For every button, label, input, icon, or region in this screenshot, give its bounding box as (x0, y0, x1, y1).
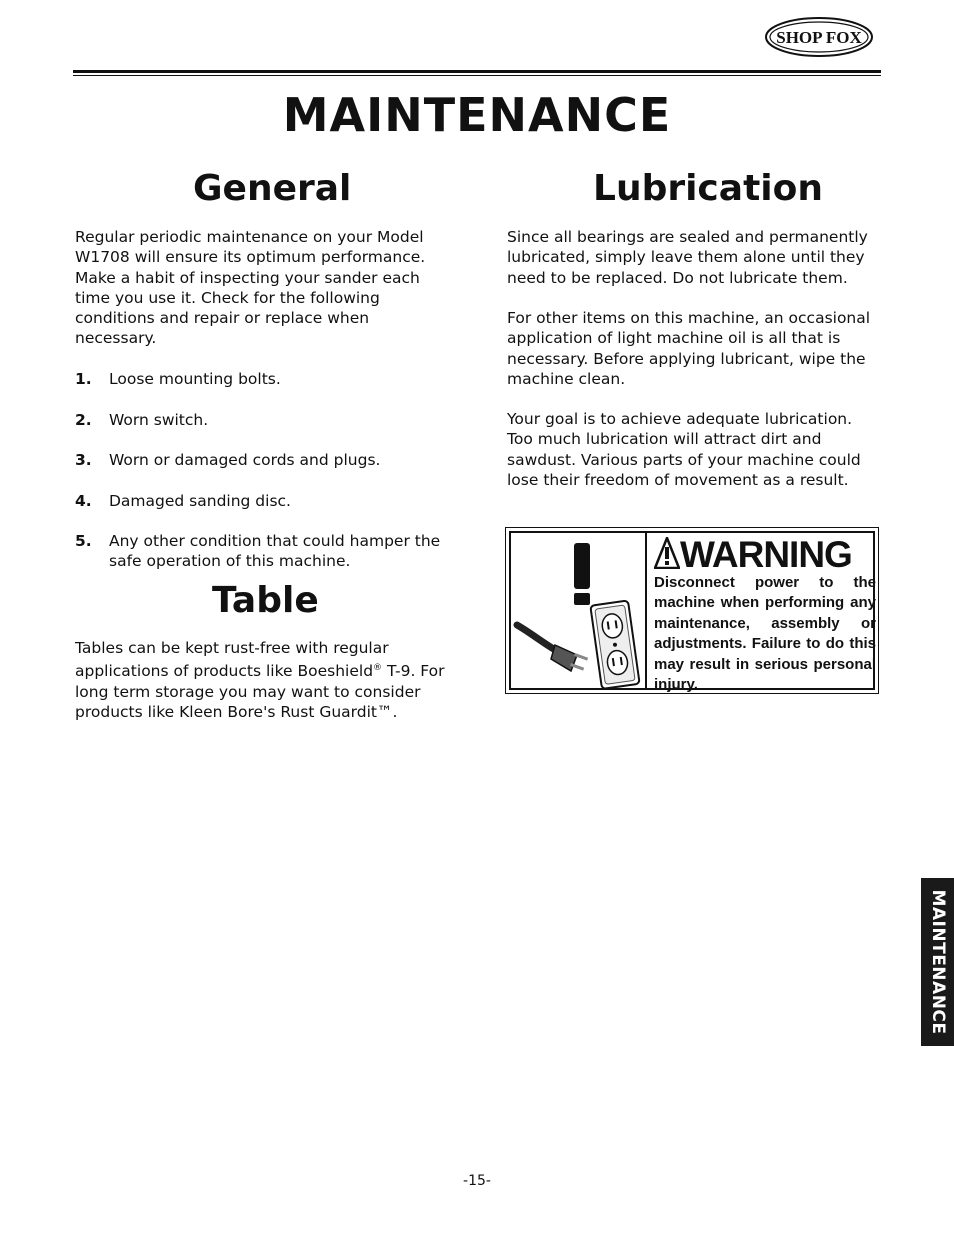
header-rule-thin (73, 75, 881, 76)
header-rule (73, 70, 881, 73)
shop-fox-logo (764, 16, 874, 58)
lubrication-paragraph: Since all bearings are sealed and permanently lubricated, simply leave them alone until they need to be replaced. Do not lubricate them. (507, 228, 868, 287)
list-item-number: 3. (75, 451, 92, 469)
list-item-text: Damaged sanding disc. (109, 492, 291, 510)
lubrication-paragraph: Your goal is to achieve adequate lubrication. Too much lubrication will attract dirt and sawdust. Various parts of your machine could lose their freedom of movement as a result. (507, 410, 861, 489)
table-text-b: T-9. For long term storage you may want to consider products like Kleen Bore's Rust Guardit™. (75, 662, 445, 722)
warning-triangle-icon (654, 537, 680, 577)
list-item-number: 5. (75, 532, 92, 550)
table-heading: Table (212, 580, 319, 621)
lubrication-heading: Lubrication (593, 168, 823, 209)
warning-box (505, 527, 879, 694)
side-tab-label: MAINTENANCE (927, 889, 948, 1035)
page-title: MAINTENANCE (282, 88, 672, 142)
list-item-text: Worn or damaged cords and plugs. (109, 451, 381, 469)
lubrication-paragraph: For other items on this machine, an occasional application of light machine oil is all that is necessary. Before applying lubricant, wipe the machine clean. (507, 309, 871, 388)
general-intro: Regular periodic maintenance on your Model W1708 will ensure its optimum performance. Make a habit of inspecting your sander each time you use it. Check for the following conditions and repair or replace when necessary. (75, 228, 426, 348)
list-item-text: Any other condition that could hamper the safe operation of this machine. (109, 532, 441, 571)
logo-text: SHOP FOX (776, 28, 862, 47)
list-item-text: Loose mounting bolts. (109, 370, 281, 388)
list-item-number: 1. (75, 370, 92, 388)
table-paragraph (75, 638, 453, 722)
warning-title-text: WARNING (680, 534, 852, 575)
section-side-tab (921, 878, 954, 1046)
general-heading: General (193, 168, 352, 209)
electrical-hazard-illustration (511, 533, 647, 688)
list-item-text: Worn switch. (109, 411, 209, 429)
table-text-a: Tables can be kept rust-free with regular applications of products like Boeshield (75, 639, 389, 681)
warning-title (654, 535, 852, 577)
page-number: -15- (463, 1173, 491, 1189)
registered-mark: ® (373, 663, 383, 674)
list-item-number: 4. (75, 492, 92, 510)
exclamation-icon (574, 543, 590, 589)
plug-cord-icon (517, 625, 557, 651)
list-item-number: 2. (75, 411, 92, 429)
warning-text: Disconnect power to the machine when performing any maintenance, assembly or adjustments. Failure to do this may result in serious personal injury. (654, 574, 876, 694)
